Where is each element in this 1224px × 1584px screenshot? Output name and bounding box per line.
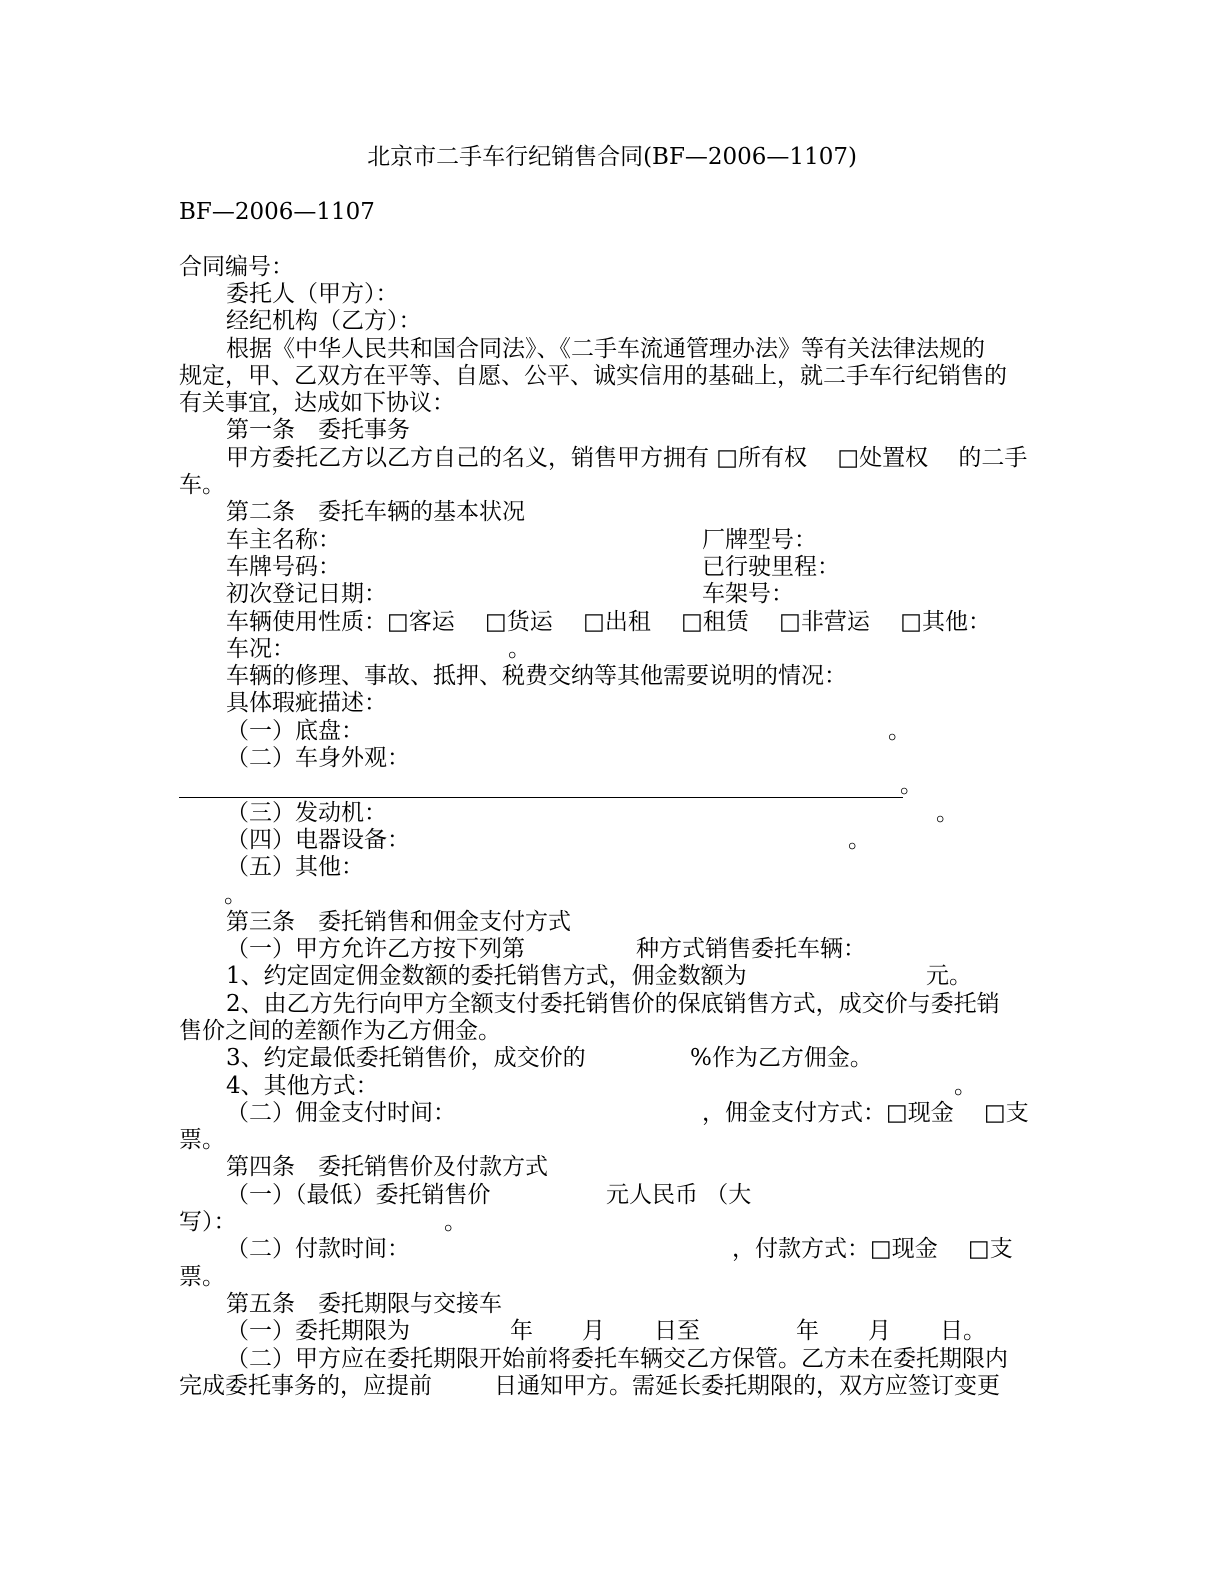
min-sale-price-unit: 元人民币 （大 (606, 1182, 752, 1208)
electrical-label: （四）电器设备： (226, 827, 410, 853)
article-1-heading: 第一条 委托事务 (226, 417, 410, 443)
other-situation-label: 车辆的修理、事故、抵押、税费交纳等其他需要说明的情况： (226, 663, 847, 689)
defect-description-label: 具体瑕疵描述： (226, 690, 387, 716)
other-defects-label: （五）其他： (226, 854, 364, 880)
method-2-line-2: 售价之间的差额作为乙方佣金。 (179, 1018, 501, 1044)
preamble-line-3: 有关事宜，达成如下协议： (179, 390, 455, 416)
handover-line-1: （二）甲方应在委托期限开始前将委托车辆交乙方保管。乙方未在委托期限内 (226, 1346, 1008, 1372)
preamble-line-2: 规定，甲、乙双方在平等、自愿、公平、诚实信用的基础上，就二手车行纪销售的 (179, 363, 1007, 389)
article-1-text-line-2: 车。 (179, 472, 225, 498)
method-3-end: %作为乙方佣金。 (690, 1045, 873, 1071)
method-1-unit: 元。 (926, 963, 972, 989)
payment-method-end: 票。 (179, 1264, 225, 1290)
method-4-period: 。 (954, 1073, 977, 1099)
chassis-label: （一）底盘： (226, 718, 364, 744)
other-defects-period: 。 (224, 882, 247, 908)
term-label: （一）委托期限为 (226, 1318, 410, 1344)
commission-payment-method-end: 票。 (179, 1127, 225, 1153)
body-exterior-period: 。 (900, 772, 923, 798)
article-5-heading: 第五条 委托期限与交接车 (226, 1291, 502, 1317)
first-registration-label: 初次登记日期： (226, 581, 387, 607)
plate-number-label: 车牌号码： (226, 554, 341, 580)
article-4-heading: 第四条 委托销售价及付款方式 (226, 1154, 548, 1180)
fill-in-underline (179, 797, 903, 798)
term-start-year: 年 (510, 1318, 533, 1344)
term-end-day: 日。 (940, 1318, 986, 1344)
commission-payment-method: ，佣金支付方式：□现金 □支 (702, 1100, 1029, 1126)
party-a-label: 委托人（甲方）： (226, 281, 399, 307)
handover-line-2-end: 日通知甲方。需延长委托期限的，双方应签订变更 (494, 1373, 1000, 1399)
term-start-day: 日至 (654, 1318, 700, 1344)
body-exterior-label: （二）车身外观： (226, 745, 410, 771)
sale-method-line-start: （一）甲方允许乙方按下列第 (226, 936, 525, 962)
method-3-text: 3、约定最低委托销售价，成交价的 (226, 1045, 586, 1071)
method-4-label: 4、其他方式： (226, 1073, 379, 1099)
sale-method-line-end: 种方式销售委托车辆： (636, 936, 866, 962)
engine-period: 。 (936, 800, 959, 826)
payment-method: ，付款方式：□现金 □支 (732, 1236, 1013, 1262)
document-title: 北京市二手车行纪销售合同(BF—2006—1107) (367, 144, 857, 170)
contract-number-label: 合同编号： (179, 254, 294, 280)
article-3-heading: 第三条 委托销售和佣金支付方式 (226, 909, 571, 935)
article-2-heading: 第二条 委托车辆的基本状况 (226, 499, 525, 525)
preamble-line-1: 根据《中华人民共和国合同法》、《二手车流通管理办法》等有关法律法规的 (226, 336, 985, 362)
chassis-period: 。 (888, 718, 911, 744)
brand-model-label: 厂牌型号： (702, 527, 817, 553)
vehicle-condition-label: 车况： (226, 636, 295, 662)
article-1-text-line-1: 甲方委托乙方以乙方自己的名义，销售甲方拥有 □所有权 □处置权 的二手 (226, 445, 1028, 471)
handover-line-2-start: 完成委托事务的，应提前 (179, 1373, 432, 1399)
party-b-label: 经纪机构（乙方）： (226, 308, 422, 334)
vehicle-condition-period: 。 (508, 636, 531, 662)
capital-amount-label: 写）： (179, 1209, 237, 1235)
electrical-period: 。 (848, 827, 871, 853)
standard-code: BF—2006—1107 (179, 199, 375, 225)
engine-label: （三）发动机： (226, 800, 387, 826)
vin-label: 车架号： (702, 581, 794, 607)
vehicle-use-type-line: 车辆使用性质：□客运 □货运 □出租 □租赁 □非营运 □其他： (226, 609, 991, 635)
method-1-text: 1、约定固定佣金数额的委托销售方式，佣金数额为 (226, 963, 747, 989)
owner-name-label: 车主名称： (226, 527, 341, 553)
min-sale-price-label: （一）（最低）委托销售价 (226, 1182, 491, 1208)
term-end-month: 月 (868, 1318, 891, 1344)
method-2-line-1: 2、由乙方先行向甲方全额支付委托销售价的保底销售方式，成交价与委托销 (226, 991, 1000, 1017)
payment-time-label: （二）付款时间： (226, 1236, 410, 1262)
capital-amount-period: 。 (444, 1209, 467, 1235)
mileage-label: 已行驶里程： (702, 554, 840, 580)
commission-time-label: （二）佣金支付时间： (226, 1100, 456, 1126)
term-start-month: 月 (582, 1318, 605, 1344)
term-end-year: 年 (796, 1318, 819, 1344)
